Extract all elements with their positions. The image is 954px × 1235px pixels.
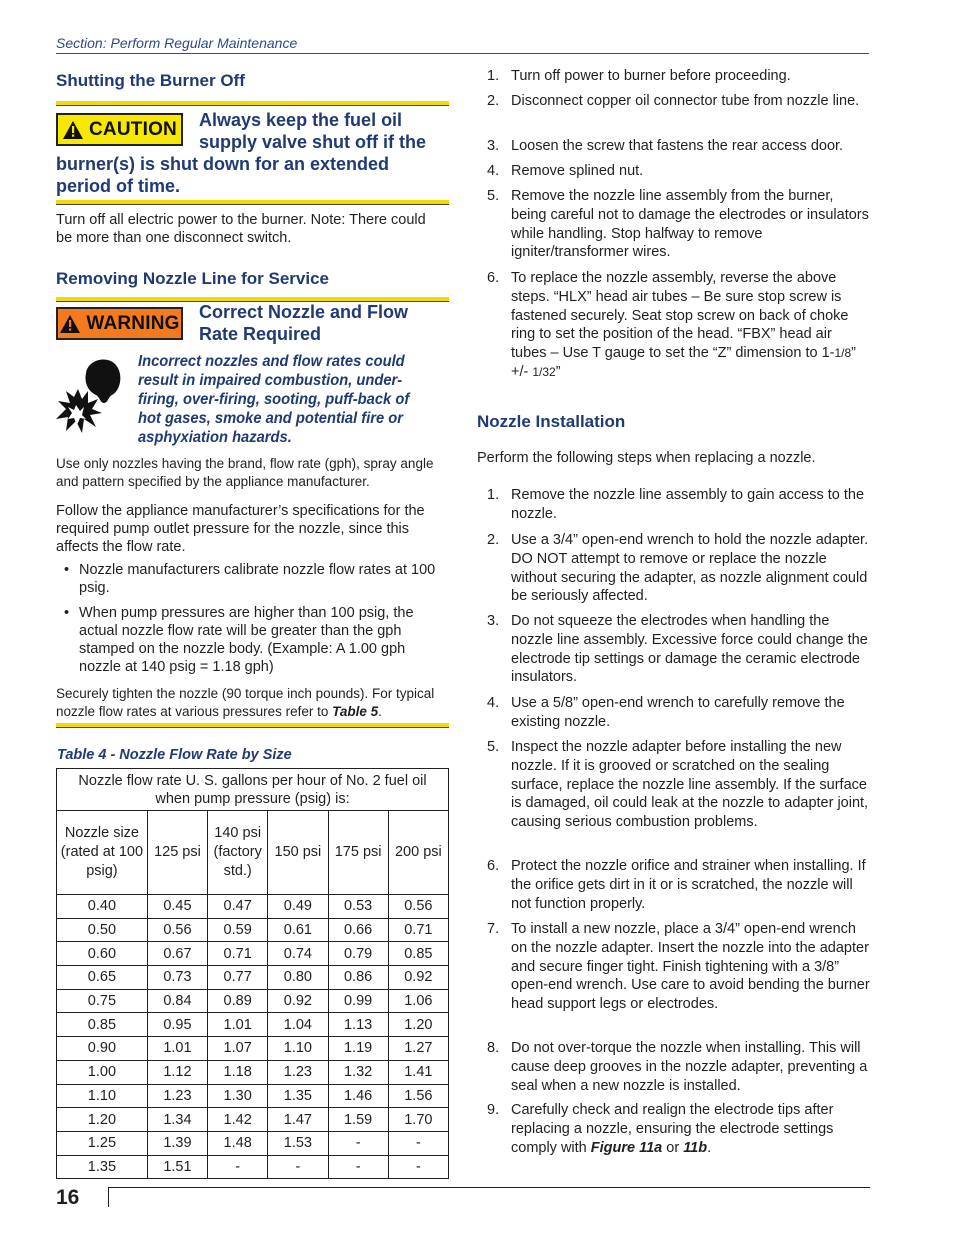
- explosion-hazard-icon: [56, 355, 126, 437]
- installation-intro: Perform the following steps when replacing a nozzle.: [477, 450, 816, 466]
- table-row: [57, 1037, 449, 1061]
- list-item-body: Remove splined nut.: [511, 163, 644, 179]
- table-cell: 0.77: [208, 966, 268, 990]
- dimension-fraction: 1/8: [834, 346, 852, 361]
- list-item-text: [511, 269, 871, 382]
- table-cell: 0.71: [388, 918, 448, 942]
- table-row: [57, 966, 449, 990]
- table-cell: 0.56: [388, 895, 448, 919]
- table-cell: 0.90: [57, 1037, 148, 1061]
- table-cell: 0.84: [147, 989, 207, 1013]
- table-cell: 0.74: [268, 942, 328, 966]
- table-cell: 0.80: [268, 966, 328, 990]
- table-row: [57, 989, 449, 1013]
- list-item-text: [511, 92, 871, 111]
- table-cell: 0.66: [328, 918, 388, 942]
- list-item-text: [511, 67, 871, 86]
- table-cell: 1.23: [147, 1084, 207, 1108]
- shutting-body: Turn off all electric power to the burner. Note: There could be more than one disconnect switch.: [56, 212, 426, 246]
- table-cell: 1.10: [57, 1084, 148, 1108]
- dimension-tolerance: 1/32: [532, 364, 556, 379]
- list-number: 6.: [487, 270, 500, 286]
- table-cell: 0.56: [147, 918, 207, 942]
- list-item-text: [511, 486, 871, 524]
- list-item-body: Use a 5/8” open-end wrench to carefully remove the existing nozzle.: [511, 695, 845, 730]
- bullet-calibrate: [64, 561, 436, 596]
- table-cell: -: [328, 1155, 388, 1179]
- table-cell: 0.85: [388, 942, 448, 966]
- table-cell: 0.92: [388, 966, 448, 990]
- table-cell: 0.50: [57, 918, 148, 942]
- warning-title-line1: Correct Nozzle and Flow: [199, 302, 409, 322]
- table-cell: 1.70: [388, 1108, 448, 1132]
- caution-rule-top: [56, 101, 449, 106]
- list-number: 4.: [487, 163, 500, 179]
- page-number: 16: [56, 1186, 80, 1209]
- list-number: 9.: [487, 1102, 500, 1118]
- table-cell: -: [208, 1155, 268, 1179]
- list-item-body: Remove the nozzle line assembly to gain access to the nozzle.: [511, 487, 865, 522]
- list-item-text: [511, 162, 871, 181]
- tighten-text: Securely tighten the nozzle (90 torque inch pounds). For typical nozzle flow rates at various pressures refer to: [56, 686, 435, 719]
- list-item-body: Carefully check and realign the electrode tips after replacing a nozzle, ensuring the electrode settings comply with: [511, 1102, 834, 1156]
- list-number: 3.: [487, 138, 500, 154]
- list-item-body: Use a 3/4” open-end wrench to hold the nozzle adapter. DO NOT attempt to remove or replace the nozzle without securing the adapter, as nozzle alignment could be seriously affected.: [511, 532, 869, 605]
- list-number: 5.: [487, 739, 500, 755]
- table-cell: 1.06: [388, 989, 448, 1013]
- table-cell: 1.13: [328, 1013, 388, 1037]
- list-item-body: To install a new nozzle, place a 3/4” open-end wrench on the nozzle adapter. Insert the nozzle into the adapter and secure finger tight. Finish tightening with a 3/8” open-end wrench. Use care to avoid bending the burner head support legs or electrodes.: [511, 921, 870, 1013]
- nozzle-flow-table: [56, 768, 449, 1179]
- table-cell: 0.65: [57, 966, 148, 990]
- list-item-text: [511, 1039, 871, 1095]
- caution-text-line1: Always keep the fuel oil: [199, 110, 403, 130]
- table-row: [57, 942, 449, 966]
- warning-badge: [56, 307, 183, 340]
- table-cell: 1.01: [208, 1013, 268, 1037]
- list-item-body: Loosen the screw that fastens the rear access door.: [511, 138, 844, 154]
- table-cell: 1.39: [147, 1131, 207, 1155]
- table-column-header: 150 psi: [268, 811, 328, 895]
- step9-or: or: [662, 1139, 684, 1156]
- footer-rule: [108, 1187, 870, 1188]
- list-item-text: [511, 738, 871, 832]
- caution-text-line3: burner(s) is shut down for an extended: [56, 154, 390, 174]
- list-number: 7.: [487, 921, 500, 937]
- list-item-body: Do not squeeze the electrodes when handling the nozzle line assembly. Excessive force could change the electrode tip settings or damage the ceramic electrode insulators.: [511, 613, 868, 686]
- table5-reference[interactable]: Table 5: [332, 704, 379, 719]
- table-cell: 1.56: [388, 1084, 448, 1108]
- table-cell: 0.86: [328, 966, 388, 990]
- table-cell: 1.48: [208, 1131, 268, 1155]
- table-cell: -: [388, 1131, 448, 1155]
- list-number: 1.: [487, 68, 500, 84]
- table-cell: 0.71: [208, 942, 268, 966]
- list-item-body: Protect the nozzle orifice and strainer when installing. If the orifice gets dirt in it or is scratched, the nozzle will not function properly.: [511, 858, 866, 912]
- table-cell: 1.41: [388, 1060, 448, 1084]
- table-cell: 1.34: [147, 1108, 207, 1132]
- list-number: 2.: [487, 93, 500, 109]
- list-item-text: [511, 920, 871, 1014]
- table-cell: 1.27: [388, 1037, 448, 1061]
- list-number: 2.: [487, 532, 500, 548]
- list-item-text: [511, 531, 871, 606]
- table-cell: 1.23: [268, 1060, 328, 1084]
- table-cell: 0.47: [208, 895, 268, 919]
- bullet-higher-pressure: [64, 604, 414, 675]
- table-cell: 0.75: [57, 989, 148, 1013]
- heading-removing-nozzle: Removing Nozzle Line for Service: [56, 269, 330, 288]
- table-cell: 0.89: [208, 989, 268, 1013]
- table-cell: -: [388, 1155, 448, 1179]
- table-row: [57, 1013, 449, 1037]
- list-item-text: [511, 612, 871, 687]
- table-row: [57, 1108, 449, 1132]
- table-cell: 1.07: [208, 1037, 268, 1061]
- table-cell: 1.47: [268, 1108, 328, 1132]
- bullet-dot: •: [64, 605, 70, 621]
- tighten-paragraph: [56, 685, 451, 721]
- table-cell: 1.51: [147, 1155, 207, 1179]
- hazard-warning-text: Incorrect nozzles and flow rates could result in impaired combustion, under-firing, over-firing, sooting, puff-back of hot gases, smoke and potential fire or asphyxiation hazards.: [138, 353, 410, 446]
- dimension-tolerance-sep: ” +/-: [511, 345, 857, 380]
- warning-triangle-icon: [59, 314, 81, 334]
- table-cell: 1.01: [147, 1037, 207, 1061]
- table-cell: 1.10: [268, 1037, 328, 1061]
- caution-triangle-icon: [62, 120, 84, 140]
- table-cell: 0.95: [147, 1013, 207, 1037]
- list-item-body: Turn off power to burner before proceeding.: [511, 68, 791, 84]
- caution-badge: [56, 113, 183, 146]
- table-cell: 1.35: [57, 1155, 148, 1179]
- list-item-text: [511, 137, 871, 156]
- table-cell: 0.60: [57, 942, 148, 966]
- table-column-header: 175 psi: [328, 811, 388, 895]
- table-cell: 1.20: [388, 1013, 448, 1037]
- nozzle-brand-paragraph: Use only nozzles having the brand, flow rate (gph), spray angle and pattern specified by the appliance manufacturer.: [56, 456, 434, 489]
- step9-end: .: [707, 1139, 712, 1156]
- bullet-dot: •: [64, 562, 70, 578]
- table-cell: 1.18: [208, 1060, 268, 1084]
- table-cell: -: [268, 1155, 328, 1179]
- table-rule: [56, 723, 449, 728]
- table-cell: 1.59: [328, 1108, 388, 1132]
- caution-text-line2: supply valve shut off if the: [199, 132, 427, 152]
- footer-divider: [108, 1187, 109, 1207]
- table-row: [57, 1155, 449, 1179]
- table-cell: 0.79: [328, 942, 388, 966]
- table-span-header-row: [57, 769, 449, 811]
- table-row: [57, 918, 449, 942]
- warning-title-line2: Rate Required: [199, 324, 322, 344]
- bullet-calibrate-text: Nozzle manufacturers calibrate nozzle flow rates at 100 psig.: [79, 562, 436, 596]
- table-cell: 1.12: [147, 1060, 207, 1084]
- table-cell: 1.25: [57, 1131, 148, 1155]
- list-item-text: [511, 1101, 871, 1157]
- table-cell: 0.45: [147, 895, 207, 919]
- table-cell: 0.53: [328, 895, 388, 919]
- table-cell: 0.49: [268, 895, 328, 919]
- heading-nozzle-installation: Nozzle Installation: [477, 412, 626, 431]
- figure-11a-reference[interactable]: Figure 11a: [590, 1139, 663, 1156]
- list-number: 5.: [487, 188, 500, 204]
- table-cell: 1.46: [328, 1084, 388, 1108]
- list-item-text: [511, 694, 871, 732]
- list-item-body: Do not over-torque the nozzle when installing. This will cause deep grooves in the nozzle adapter, preventing a seal when a new nozzle is installed.: [511, 1040, 868, 1094]
- table-cell: 1.42: [208, 1108, 268, 1132]
- tighten-end: .: [378, 704, 382, 719]
- table-cell: -: [328, 1131, 388, 1155]
- table-caption: Table 4 - Nozzle Flow Rate by Size: [57, 747, 292, 763]
- caution-label: CAUTION: [89, 118, 177, 140]
- table-cell: 1.53: [268, 1131, 328, 1155]
- table-row: [57, 1084, 449, 1108]
- list-item-body: Remove the nozzle line assembly from the burner, being careful not to damage the electrodes or insulators while handling. Stop halfway to remove igniter/transformer wires.: [511, 188, 869, 261]
- table-column-header: 140 psi (factory std.): [208, 811, 268, 895]
- heading-shutting-burner: Shutting the Burner Off: [56, 71, 245, 90]
- table-cell: 1.00: [57, 1060, 148, 1084]
- table-cell: 1.20: [57, 1108, 148, 1132]
- manufacturer-spec-paragraph: Follow the appliance manufacturer’s specifications for the required pump outlet pressure for the nozzle, since this affects the flow rate.: [56, 503, 425, 555]
- dimension-end: ”: [555, 363, 561, 380]
- table-cell: 1.32: [328, 1060, 388, 1084]
- table-cell: 0.99: [328, 989, 388, 1013]
- caution-rule-bottom: [56, 200, 449, 205]
- table-row: [57, 1131, 449, 1155]
- list-item-body: Disconnect copper oil connector tube from nozzle line.: [511, 93, 860, 109]
- table-row: [57, 895, 449, 919]
- list-number: 6.: [487, 858, 500, 874]
- list-item-body: To replace the nozzle assembly, reverse the above steps. “HLX” head air tubes – Be sure stop screw is fastened securely. Seat stop screw on back of choke ring to set the position of the head. “FBX” head air tubes – Use T gauge to set the “Z” dimension to 1-: [511, 270, 849, 362]
- bullet-higher-pressure-text: When pump pressures are higher than 100 psig, the actual nozzle flow rate will be greater than the gph stamped on the nozzle body. (Example: A 1.00 gph nozzle at 140 psig = 1.18 gph): [79, 605, 414, 675]
- list-item-body: Inspect the nozzle adapter before installing the new nozzle. If it is grooved or scratched on the sealing surface, replace the nozzle line assembly. If the surface is damaged, oil could leak at the nozzle to adapter joint, causing serious combustion problems.: [511, 739, 869, 831]
- table-cell: 0.67: [147, 942, 207, 966]
- list-item-text: [511, 187, 871, 262]
- table-span-header: Nozzle flow rate U. S. gallons per hour of No. 2 fuel oil when pump pressure (psig) is:: [57, 769, 449, 811]
- warning-label: WARNING: [86, 312, 180, 334]
- list-number: 8.: [487, 1040, 500, 1056]
- table-column-header: Nozzle size (rated at 100 psig): [57, 811, 148, 895]
- table-cell: 0.59: [208, 918, 268, 942]
- table-row: [57, 1060, 449, 1084]
- table-cell: 1.30: [208, 1084, 268, 1108]
- table-cell: 1.19: [328, 1037, 388, 1061]
- table-cell: 0.85: [57, 1013, 148, 1037]
- list-number: 1.: [487, 487, 500, 503]
- table-cell: 0.40: [57, 895, 148, 919]
- table-column-header-row: [57, 811, 449, 895]
- section-header: Section: Perform Regular Maintenance: [56, 35, 869, 54]
- table-cell: 0.73: [147, 966, 207, 990]
- table-cell: 0.61: [268, 918, 328, 942]
- table-column-header: 200 psi: [388, 811, 448, 895]
- table-cell: 1.04: [268, 1013, 328, 1037]
- table-column-header: 125 psi: [147, 811, 207, 895]
- caution-text-line4: period of time.: [56, 176, 181, 196]
- list-number: 4.: [487, 695, 500, 711]
- list-item-text: [511, 857, 871, 913]
- table-cell: 1.35: [268, 1084, 328, 1108]
- figure-11b-reference[interactable]: 11b: [683, 1139, 708, 1156]
- list-number: 3.: [487, 613, 500, 629]
- table-cell: 0.92: [268, 989, 328, 1013]
